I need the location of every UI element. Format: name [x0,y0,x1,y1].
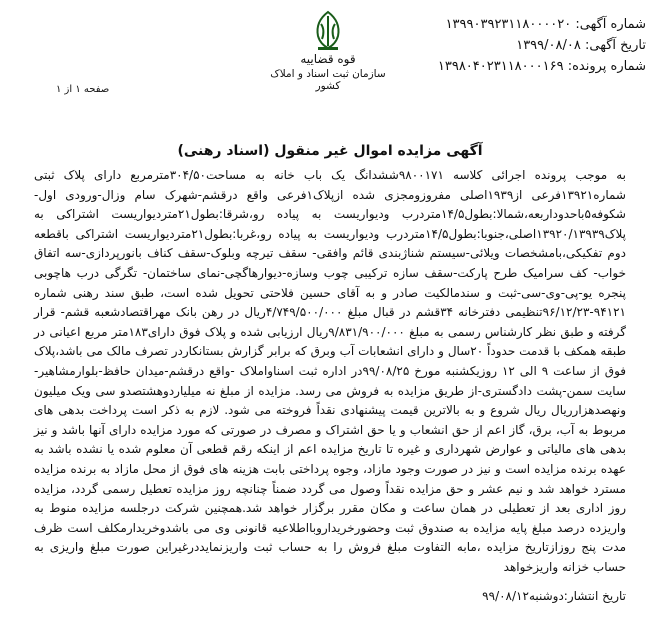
emblem-line-1: قوه قضاییه [300,52,356,66]
page-indicator: صفحه ۱ از ۱ [56,84,110,95]
emblem-icon [306,8,350,52]
ad-metadata [396,14,646,77]
ad-date: ۱۳۹۹/۰۸/۰۸ [516,38,581,53]
ad-number-row [396,14,646,35]
ad-date-label: تاریخ آگهی: [584,38,646,53]
case-number: ۱۳۹۸۰۴۰۲۳۱۱۸۰۰۰۱۶۹ [437,59,564,74]
ad-date-row [396,35,646,56]
case-number-label: شماره پرونده: [567,59,646,74]
publication-date: تاریخ انتشار:دوشنبه۹۹/۰۸/۱۲ [482,589,626,603]
emblem-line-2: سازمان ثبت اسناد و املاک کشور [270,68,386,92]
document-body: به موجب پرونده اجرائی کلاسه ۹۸۰۰۱۷۱ششدانگ یک باب خانه به مساحت۳۰۴/۵۰مترمربع دارای پلاک ثبتی شماره۱۳۹۲۱فرعی از۱۹۳۹اصلی مفروزومجزی شده ازپلاک۱فرعی واقع درقشم-شهرک سام وزال-ورودی اول-شکوفه۵باحدوداربعه،شمالا:بطول۱۴/۵متردرب ودیواریست به پیاده رو،شرقا:بطول۲۱متردیواریست اشتراکی به پلاک۱۳۹۲۰/۱۳۹۳۹اصلی،جنوبا:بطول۱۴/۵متردرب ودیواریست به پیاده رو،غربا:بطول۲۱متردیواریست اشتراکی باقطعه دوم تفکیکی،بامشخصات ویلائی-سیستم شناژبندی قائم وافقی- سقف تیرچه وبلوک-سقف کناف بانورپردازی-سه اتفاق خواب- کف سرامیک طرح پارکت-سقف سازه ترکیبی چوب وسازه-دیوارهاگچی-نمای ساختمان- تگرگی درب هاچوبی پنجره یو-پی-وی-سی-ثبت و سندمالکیت صادر و به آقای حسین فلاحتی تحویل شده است، طبق سند رهنی شماره ۹۴۱۲۱-۹۶/۱۲/۲۳تنظیمی دفترخانه ۳۴قشم در قبال مبلغ ۴/۷۴۹/۵۰۰/۰۰۰ریال در رهن بانک مهراقتصادشعبه قشم- قرار گرفته و طبق نظر کارشناس رسمی به مبلغ ۹/۸۳۱/۹۰۰/۰۰۰ریال ارزیابی شده و پلاک فوق دارای۱۸۳متر مربع اعیانی در طبقه همکف با قدمت حدوداً ۲۰سال و دارای انشعابات آب وبرق که برابر گزارش بستانکاردر تصرف مالک می باشد،پلاک فوق از ساعت ۹ الی ۱۲ روزیکشنبه مورخ ۹۹/۰۸/۲۵در اداره ثبت اسناواملاک -واقع درقشم-میدان حافظ-بلوارمشاهیر-سایت سمن-پشت دادگستری-از طریق مزایده به فروش می رسد. مزایده از مبلغ نه میلیاردوهشتصدو سی ویک میلیون ونهصدهزارریال ریال شروع و به بالاترین قیمت پیشنهادی نقداً فروخته می شود. لازم به ذکر است پرداخت بدهی های مربوط به آب، برق، گاز اعم از حق انشعاب و یا حق اشتراک و مصرف در صورتی که مورد مزایده دارای آنها باشد و نیز بدهی های مالیاتی و عوارض شهرداری و غیره تا تاریخ مزایده اعم از اینکه رقم قطعی آن معلوم شده یا نشده باشد به عهده برنده مزایده است و نیز در صورت وجود مازاد، وجوه پرداختی بابت هزینه های فوق از محل مازاد به برنده مزایده مسترد خواهد شد و نیم عشر و حق مزایده نقداً وصول می گردد ضمناً چنانچه روز مزایده تعطیل رسمی گردد، مزایده روز اداری بعد از تعطیلی در همان ساعت و مکان مقرر برگزار خواهد شد.همچنین شرکت درجلسه مزایده منوط به واریزده درصد مبلغ پایه مزایده به صندوق ثبت وحضورخریداروبااطلاعیه قانونی وی می باشدوخریدارمکلف است ظرف مدت پنج روزازتاریخ مزایده ،مابه التفاوت مبلغ فروش را به حساب ثبت واریزنمایددرغیراین صورت مبلغ واریزی به حساب خزانه واریزخواهد [34,168,627,574]
document-title: آگهی مزایده اموال غیر منقول (اسناد رهنی) [177,143,483,159]
ad-number: ۱۳۹۹۰۳۹۲۳۱۱۸۰۰۰۰۲۰ [445,17,572,32]
ad-number-label: شماره آگهی: [575,17,646,32]
case-number-row [396,56,646,77]
judiciary-emblem [258,8,398,92]
